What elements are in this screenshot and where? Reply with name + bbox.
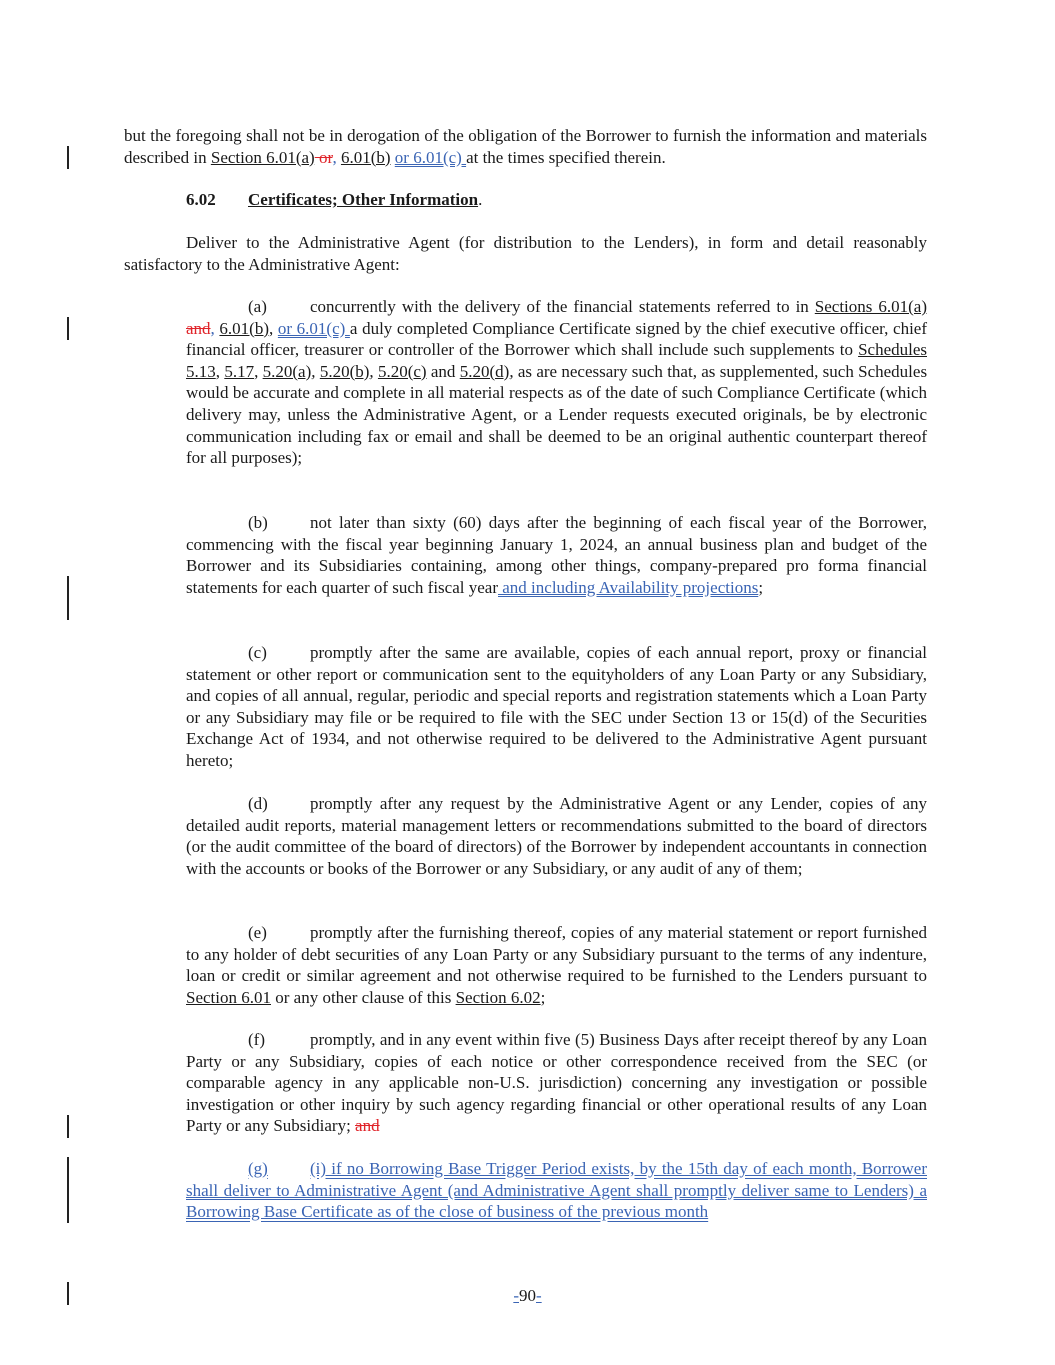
text: or any other clause of this	[271, 987, 456, 1007]
text: ,	[311, 361, 320, 381]
page-number	[0, 1285, 1055, 1307]
section-ref: 6.01(b)	[340, 147, 391, 167]
clause-label: (g)	[248, 1159, 268, 1178]
inserted-text: and including Availability projections	[498, 577, 759, 597]
section-number: 6.02	[186, 190, 216, 209]
schedule-ref: 5.20(c)	[377, 361, 427, 381]
text: -	[536, 1286, 542, 1305]
clause-c	[186, 642, 927, 772]
clause-g	[186, 1158, 927, 1223]
intro-paragraph	[124, 232, 927, 275]
text: at the times specified therein.	[466, 147, 666, 167]
text: a duly completed Compliance Certificate signed by the chief executive officer, chief financial officer, treasurer or controller of the Borrower which shall include such supplements to	[186, 318, 928, 360]
text: promptly after the furnishing thereof, copies of any material statement or report furnished to any holder of debt securities of any Loan Party or any Subsidiary pursuant to the terms of any indenture, loan or credit or similar agreement and not otherwise required to be furnished to the Lenders pursuant to	[186, 923, 927, 986]
change-bar-3	[67, 576, 69, 620]
clause-f	[186, 1029, 927, 1137]
clause-label: (a)	[248, 297, 267, 316]
text: ,	[254, 361, 263, 381]
text: promptly after any request by the Administrative Agent or any Lender, copies of any detailed audit reports, material management letters or recommendations submitted to the board of directors (or the audit committee of the board of directors) of the Borrower by independent accountants in connection with the accounts or books of the Borrower or any Subsidiary, or any audit of any of them;	[186, 794, 927, 878]
text: promptly after the same are available, copies of each annual report, proxy or financial statement or other report or communication sent to the equityholders of any Loan Party or any Subsidiary, and copies of all annual, regular, periodic and special reports and registration statements which a Loan Party or any Subsidiary may file or be required to file with the SEC under Section 13 or 15(d) of the Securities Exchange Act of 1934, and not otherwise required to be delivered to the Administrative Agent pursuant hereto;	[186, 643, 927, 770]
deleted-text: and	[186, 318, 211, 338]
schedule-ref: Schedules 5.13	[186, 340, 927, 381]
section-ref: Sections 6.01(a)	[814, 297, 927, 316]
clause-label: (d)	[248, 794, 268, 813]
deleted-text: or	[314, 147, 333, 167]
text: but the foregoing shall not be in derogation of the obligation of the Borrower to furnish the information and materials described in	[124, 126, 927, 167]
text: concurrently with the delivery of the financial statements referred to in	[310, 297, 815, 316]
schedule-ref: 5.17	[224, 361, 255, 381]
text: .	[478, 190, 483, 209]
clause-label: (e)	[248, 923, 267, 942]
section-ref: Section 6.01	[186, 987, 271, 1007]
section-heading	[124, 189, 927, 211]
clause-e	[186, 922, 927, 1008]
text: ,	[369, 361, 378, 381]
text: and	[426, 361, 460, 381]
text: promptly, and in any event within five (5) Business Days after receipt thereof by any Loan Party or any Subsidiary, copies of each notice or other correspondence received from the SEC (or comparable agency in any applicable non-U.S. jurisdiction) concerning any investigation or possible investigation or other inquiry by such agency regarding financial or other operational results of any Loan Party or any Subsidiary;	[186, 1030, 927, 1136]
text: , as are necessary such that, as supplemented, such Schedules would be accurate and complete in all material respects as of the date of such Compliance Certificate (which delivery may, unless the Administrative Agent, or a Lender requests executed originals, be by electronic communication including fax or email and shall be deemed to be an original authentic counterpart thereof for all purposes);	[186, 361, 928, 468]
section-ref: Section 6.01(a)	[210, 147, 315, 167]
clause-a	[186, 296, 927, 469]
change-bar-2	[67, 317, 69, 340]
clause-label: (f)	[248, 1030, 265, 1049]
change-bar-1	[67, 146, 69, 169]
text: ;	[540, 987, 546, 1007]
section-ref: 6.01(b)	[219, 318, 269, 338]
page-number-value: 90	[519, 1286, 536, 1305]
clause-label: (c)	[248, 643, 267, 662]
inserted-text: ,	[210, 318, 215, 338]
text: ,	[269, 318, 278, 338]
inserted-text: or 6.01(c)	[394, 147, 467, 167]
continuation-paragraph	[124, 125, 927, 168]
change-bar-4	[67, 1115, 69, 1138]
text: ;	[758, 577, 764, 597]
inserted-text: ,	[332, 147, 337, 167]
text: -	[513, 1286, 519, 1305]
clause-b	[186, 512, 927, 598]
text: Deliver to the Administrative Agent (for distribution to the Lenders), in form and detail reasonably satisfactory to the Administrative Agent:	[124, 233, 927, 274]
section-title: Certificates; Other Information	[248, 190, 479, 209]
clause-label: (b)	[248, 513, 268, 532]
deleted-text: and	[355, 1116, 380, 1136]
schedule-ref: 5.20(a)	[262, 361, 312, 381]
section-ref: Section 6.02	[455, 987, 541, 1007]
schedule-ref: 5.20(d)	[459, 361, 510, 381]
inserted-text: (i) if no Borrowing Base Trigger Period exists, by the 15th day of each month, Borrower shall deliver to Administrative Agent (and Administrative Agent shall promptly deliver same to Lenders) a Borrowing Base Certificate as of the close of business of the previous month	[186, 1159, 927, 1222]
text: ,	[215, 361, 225, 381]
inserted-text: or 6.01(c)	[277, 318, 350, 338]
schedule-ref: 5.20(b)	[319, 361, 370, 381]
change-bar-5	[67, 1157, 69, 1223]
clause-d	[186, 793, 927, 879]
text: not later than sixty (60) days after the beginning of each fiscal year of the Borrower, commencing with the fiscal year beginning January 1, 2024, an annual business plan and budget of the Borrower and its Subsidiaries containing, among other things, company-prepared pro forma financial statements for each quarter of such fiscal year	[186, 513, 927, 597]
